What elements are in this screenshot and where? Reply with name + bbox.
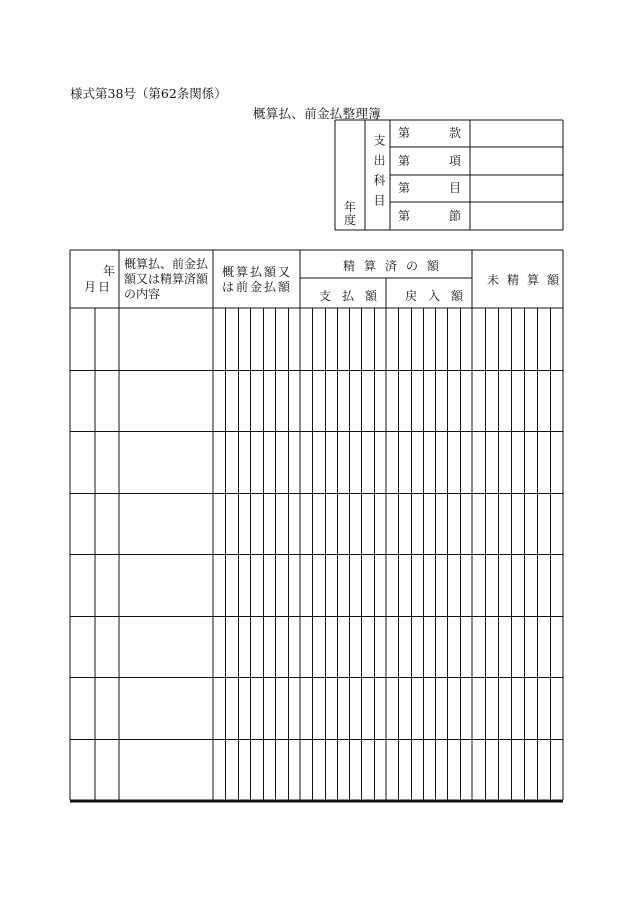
content-cell[interactable] (121, 556, 211, 614)
amount-cell[interactable] (215, 556, 298, 614)
unsettled-cell[interactable] (474, 741, 561, 799)
content-cell[interactable] (121, 372, 211, 430)
amount-cell[interactable] (215, 495, 298, 553)
paid-cell[interactable] (302, 310, 384, 368)
returned-cell[interactable] (388, 618, 470, 676)
unsettled-cell[interactable] (474, 679, 561, 737)
unsettled-cell[interactable] (474, 310, 561, 368)
header-amount-line1: 概算払額又 (222, 265, 293, 279)
paid-cell[interactable] (302, 495, 384, 553)
header-content-line2: 額又は精算済額 (124, 272, 209, 286)
amount-cell[interactable] (215, 679, 298, 737)
year-label-1: 年 (344, 200, 357, 214)
returned-cell[interactable] (388, 495, 470, 553)
unsettled-cell[interactable] (474, 556, 561, 614)
account-label: 支出科目 (372, 134, 386, 214)
unsettled-cell[interactable] (474, 495, 561, 553)
budget-row-prefix: 第 (398, 126, 411, 140)
header-settled: 精算済の額 (343, 259, 449, 273)
date-cell[interactable] (72, 618, 117, 676)
budget-row-prefix: 第 (398, 209, 411, 223)
returned-cell[interactable] (388, 679, 470, 737)
header-paid: 支払額 (319, 289, 389, 303)
returned-cell[interactable] (388, 310, 470, 368)
paid-cell[interactable] (302, 372, 384, 430)
budget-row-suffix: 項 (448, 154, 461, 168)
header-unsettled: 未精算額 (487, 273, 568, 287)
amount-cell[interactable] (215, 741, 298, 799)
amount-cell[interactable] (215, 310, 298, 368)
budget-row-suffix: 款 (448, 126, 461, 140)
amount-cell[interactable] (215, 433, 298, 491)
amount-cell[interactable] (215, 372, 298, 430)
date-cell[interactable] (72, 310, 117, 368)
date-cell[interactable] (72, 679, 117, 737)
unsettled-cell[interactable] (474, 618, 561, 676)
date-cell[interactable] (72, 741, 117, 799)
unsettled-cell[interactable] (474, 433, 561, 491)
content-cell[interactable] (121, 433, 211, 491)
returned-cell[interactable] (388, 556, 470, 614)
header-returned: 戻入額 (405, 289, 475, 303)
paid-cell[interactable] (302, 433, 384, 491)
returned-cell[interactable] (388, 741, 470, 799)
paid-cell[interactable] (302, 618, 384, 676)
returned-cell[interactable] (388, 372, 470, 430)
budget-row-prefix: 第 (398, 181, 411, 195)
budget-row-suffix: 目 (448, 181, 461, 195)
unsettled-cell[interactable] (474, 372, 561, 430)
date-cell[interactable] (72, 556, 117, 614)
amount-cell[interactable] (215, 618, 298, 676)
header-date-monthday: 月日 (84, 280, 113, 294)
year-label-2: 度 (344, 213, 357, 227)
content-cell[interactable] (121, 741, 211, 799)
content-cell[interactable] (121, 495, 211, 553)
date-cell[interactable] (72, 495, 117, 553)
form-number: 様式第38号（第62条関係） (70, 86, 227, 101)
returned-cell[interactable] (388, 433, 470, 491)
document-title: 概算払、前金払整理簿 (253, 106, 382, 121)
paid-cell[interactable] (302, 741, 384, 799)
content-cell[interactable] (121, 679, 211, 737)
header-amount-line2: は前金払額 (222, 280, 293, 294)
header-content-line1: 概算払、前金払 (124, 257, 209, 271)
budget-row-prefix: 第 (398, 154, 411, 168)
date-cell[interactable] (72, 372, 117, 430)
content-cell[interactable] (121, 310, 211, 368)
header-date-year: 年 (103, 264, 116, 278)
paid-cell[interactable] (302, 679, 384, 737)
paid-cell[interactable] (302, 556, 384, 614)
budget-row-suffix: 節 (448, 209, 461, 223)
date-cell[interactable] (72, 433, 117, 491)
header-content-line3: の内容 (124, 287, 161, 301)
content-cell[interactable] (121, 618, 211, 676)
